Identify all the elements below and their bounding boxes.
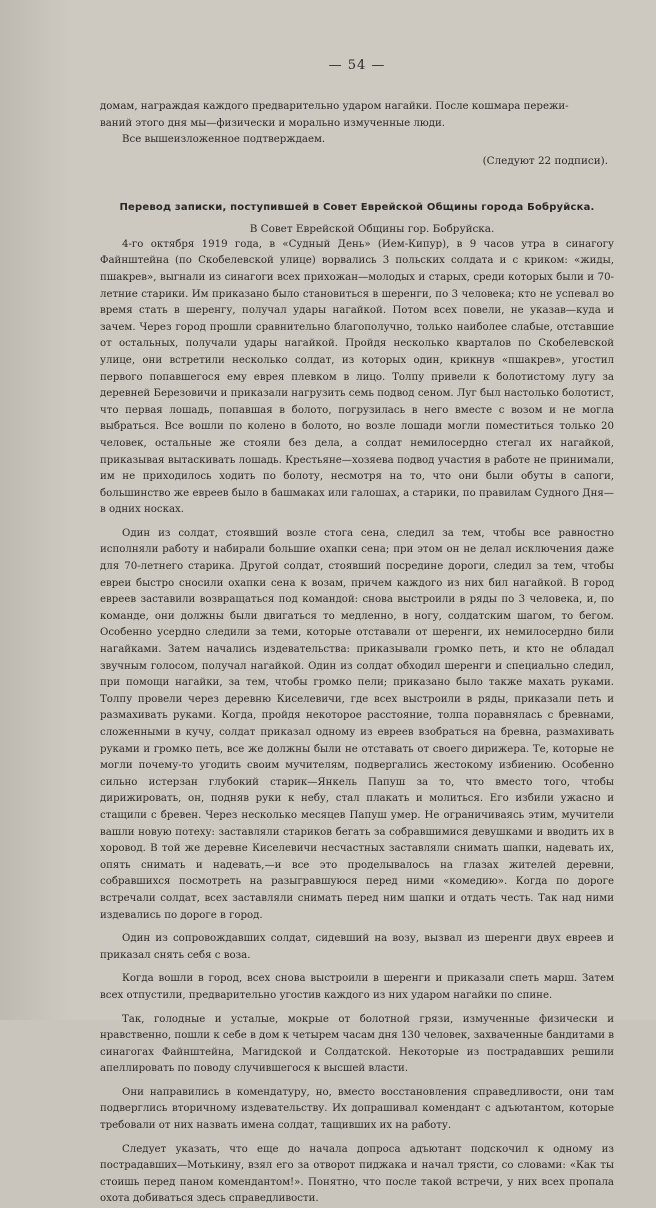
scan-shadow [0,0,70,1020]
page-number: — 54 — [328,58,386,73]
top-line-2: ваний этого дня мы—физически и морально измученные люди. [100,117,446,129]
address-line: В Совет Еврейской Общины гор. Бобруйска. [249,222,495,235]
paragraph-3: Один из сопровождавших солдат, сидевший на возу, вызвал из шеренги двух евреев и приказал снять себя с воза. [100,933,614,961]
paragraph-7: Следует указать, что еще до начала допроса адъютант подскочил к одному из пострадавших—Мотькину, взял его за отворот пиджака и начал трясти, со словами: «Как ты стоишь перед паном комендантом!». Понятно, что после такой встречи, у них всех пропала охота добиваться здесь справедливости. [100,1143,614,1205]
section-heading: Перевод записки, поступившей в Совет Еврейской Общины города Бобруйска. [119,201,595,213]
paragraph-1: 4-го октября 1919 года, в «Судный День» (Ием-Кипур), в 9 часов утра в синагогу Файнштейна (по Скобелевской улице) ворвались 3 польских солдата и с криком: «жиды, пшакрев», выгнали из синагоги всех прихожан—молодых и старых, среди которых были и 70-летние старики. Им приказано было становиться в шеренги, по 3 человека; кто не успевал во время стать в шеренгу, получал удары нагайкой. Потом всех повели, не указав—куда и зачем. Через город прошли сравнительно благополучно, только наиболее слабые, отставшие от остальных, получали удары нагайкой. Пройдя несколько кварталов по Скобелевской улице, они встретили несколько солдат, из которых один, крикнув «пшакрев», угостил первого попавшегося ему еврея плевком в лицо. Толпу привели к болотистому лугу за деревней Березовичи и приказали нагрузить семь подвод сеном. Луг был настолько болотист, что первая лошадь, попавшая в болото, погрузилась в него вместе с возом и не могла выбраться. Все вошли по колено в болото, но возле лошади могли поместиться только 20 человек, остальные же стояли без дела, а солдат немилосердно стегал их нагайкой, приказывая вытаскивать лошадь. Крестьяне—хозяева подвод участия в работе не принимали, им не приходилось ходить по болоту, несмотря на то, что они были обуты в сапоги, большинство же евреев было в башмаках или галошах, а старики, по правилам Судного Дня—в одних носках. [100,238,614,516]
signatures-note: (Следуют 22 подписи). [482,154,608,167]
paragraph-4: Когда вошли в город, всех снова выстроили в шеренги и приказали спеть марш. Затем всех отпустили, предварительно угостив каждого из них ударом нагайки по спине. [100,973,614,1001]
confirmation: Все вышеизложенное подтверждаем. [122,134,326,146]
paragraph-2: Один из солдат, стоявший возле стога сена, следил за тем, чтобы все равностно исполняли работу и набирали большие охапки сена; при этом он не делал исключения даже для 70-летнего старика. Другой солдат, стоявший посредине дороги, следил за тем, чтобы евреи быстро сносили охапки сена к возам, причем каждого из них бил нагайкой. В город евреев заставили возвращаться под командой: снова выстроили в ряды по 3 человека, и, по команде, они должны были двигаться то медленно, в ногу, солдатским шагом, то бегом. Особенно усердно следили за теми, которые отставали от шеренги, их немилосердно били нагайками. Затем начались издевательства: приказывали громко петь, и кто не обладал звучным голосом, получал нагайкой. Один из солдат обходил шеренги и специально следил, при помощи нагайки, за тем, чтобы громко пели; приказано было также махать руками. Толпу провели через деревню Киселевичи, где всех выстроили в ряды, приказали петь и размахивать руками. Когда, пройдя некоторое расстояние, толпа поравнялась с бревнами, сложенными в кучу, солдат приказал одному из евреев взобраться на бревна, размахивать руками и громко петь, все же должны были не отставать от своего дирижера. Те, которые не могли почему-то угодить своим мучителям, подвергались жестокому избиению. Особенно сильно истерзан глубокий старик—Янкель Папуш за то, что вместо того, чтобы дирижировать, он, подняв руки к небу, стал плакать и молиться. Его избили ужасно и стащили с бревен. Через несколько месяцев Папуш умер. Не ограничиваясь этим, мучители вашли новую потеху: заставляли стариков бегать за собравшимися девушками и вводить их в хоровод. В той же деревне Киселевичи несчастных заставляли снимать шапки, надевать их, опять снимать и надевать,—и все это проделывалось на глазах жителей деревни, собравшихся посмотреть на разыгравшуюся перед ними «комедию». Когда по дороге встречали солдат, всех заставляли снимать перед ним шапки и отдать честь. Так над ними издевались по дороге в город. [100,527,614,921]
top-line-1: домам, награждая каждого предварительно ударом нагайки. После кошмара пережи- [100,101,569,112]
paragraph-6: Они направились в комендатуру, но, вместо восстановления справедливости, они там подверглись вторичному издевательству. Их допрашивал комендант с адъютантом, которые требовали от них назвать имена солдат, тащивших их на работу. [100,1086,614,1132]
paragraph-5: Так, голодные и усталые, мокрые от болотной грязи, измученные физически и нравственно, пошли к себе в дом к четырем часам дня 130 человек, захваченные бандитами в синагогах Файнштейна, Магидской и Солдатской. Некоторые из пострадавших решили апеллировать по поводу случившегося к высшей власти. [100,1013,614,1075]
